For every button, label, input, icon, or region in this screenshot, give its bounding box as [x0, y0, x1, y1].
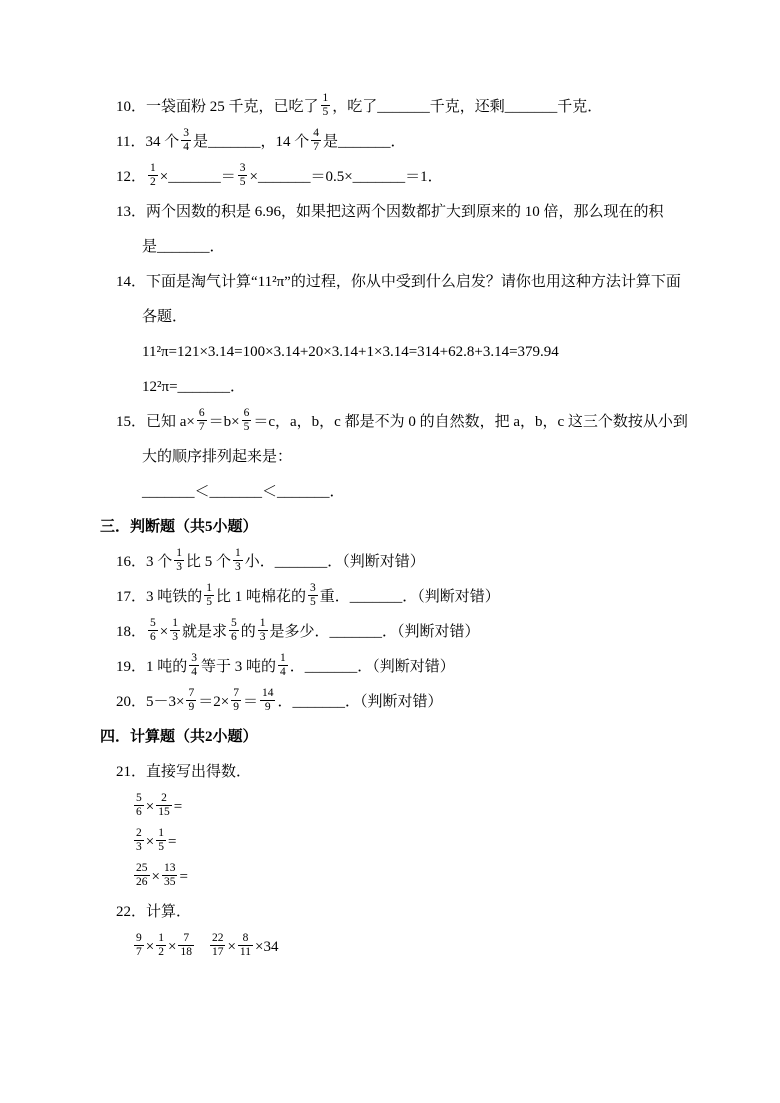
fraction	[162, 862, 178, 889]
fraction-numerator: 4	[311, 127, 321, 141]
q16	[116, 547, 710, 577]
text-segment: 是_______，14 个	[192, 134, 310, 150]
text-segment: =	[173, 799, 183, 815]
fraction-numerator: 1	[278, 652, 288, 666]
fraction-denominator: 4	[191, 666, 198, 679]
text-segment: ×	[145, 834, 155, 850]
text-segment: ×	[167, 939, 177, 955]
q21-expr-3	[132, 862, 710, 892]
fraction-numerator: 5	[134, 792, 144, 806]
fraction-numerator: 1	[233, 547, 243, 561]
text-segment: =	[179, 869, 188, 885]
fraction	[170, 617, 180, 644]
text-segment: 13．两个因数的积是 6.96，如果把这两个因数都扩大到原来的 10 倍，那么现在的积	[116, 204, 664, 220]
q14	[116, 267, 710, 297]
text-segment: ×34	[254, 939, 279, 955]
text-segment: 就是求	[181, 624, 227, 640]
fraction-numerator: 7	[178, 932, 194, 946]
text-segment: 10．一袋面粉 25 千克，已吃了	[116, 99, 319, 115]
fraction-denominator: 2	[150, 176, 156, 189]
text-segment: 重．_______．（判断对错）	[319, 589, 500, 605]
fraction-denominator: 9	[264, 701, 271, 714]
fraction	[197, 407, 207, 434]
fraction-numerator: 8	[238, 932, 253, 946]
q14-blank	[142, 372, 710, 402]
fraction-denominator: 4	[183, 141, 189, 154]
fraction-numerator: 1	[156, 932, 166, 946]
q22	[116, 897, 710, 927]
fraction-numerator: 2	[156, 792, 172, 806]
text-segment: 12²π=_______．	[142, 379, 246, 395]
fraction-denominator: 3	[235, 561, 241, 574]
fraction-numerator: 6	[197, 407, 207, 421]
text-segment: 大的顺序排列起来是：	[142, 449, 293, 465]
fraction	[242, 407, 252, 434]
fraction	[308, 582, 318, 609]
fraction-denominator: 2	[158, 946, 164, 959]
fraction	[134, 792, 144, 819]
fraction	[204, 582, 214, 609]
text-segment: 三．判断题（共5小题）	[100, 519, 258, 535]
q21	[116, 757, 710, 787]
fraction-numerator: 9	[134, 932, 144, 946]
fraction-denominator: 7	[313, 141, 319, 154]
fraction-numerator: 2	[134, 827, 144, 841]
fraction-numerator: 3	[238, 162, 248, 176]
fraction-numerator: 1	[258, 617, 268, 631]
fraction	[231, 687, 241, 714]
fraction	[278, 652, 288, 679]
fraction-denominator: 7	[136, 946, 142, 959]
fraction-numerator: 25	[134, 862, 150, 876]
text-segment: 21．直接写出得数．	[116, 764, 252, 780]
fraction	[134, 932, 144, 959]
fraction-numerator: 14	[260, 687, 276, 701]
text-segment: ，吃了_______千克，还剩_______千克．	[332, 99, 603, 115]
fraction	[258, 617, 268, 644]
fraction	[156, 932, 166, 959]
fraction	[156, 792, 172, 819]
fraction-numerator: 3	[181, 127, 191, 141]
text-segment: _______＜_______＜_______．	[142, 484, 345, 500]
text-segment: 12．	[116, 169, 147, 185]
fraction	[321, 92, 331, 119]
q10	[116, 92, 710, 122]
fraction-denominator: 9	[233, 701, 239, 714]
fraction-numerator: 1	[148, 162, 158, 176]
q21-expr-1	[132, 792, 710, 822]
fraction	[229, 617, 239, 644]
fraction-denominator: 18	[180, 946, 192, 959]
text-segment: ×_______＝0.5×_______＝1．	[249, 169, 443, 185]
q17	[116, 582, 710, 612]
fraction-denominator: 9	[188, 701, 195, 714]
fraction	[156, 827, 166, 854]
fraction-denominator: 3	[172, 631, 178, 644]
text-segment: 18．	[116, 624, 147, 640]
q21-expr-2	[132, 827, 710, 857]
text-segment: 19．1 吨的	[116, 659, 188, 675]
q13-cont	[142, 232, 710, 262]
fraction-numerator: 5	[229, 617, 239, 631]
q15-cont	[142, 442, 710, 472]
fraction-denominator: 5	[310, 596, 316, 609]
text-segment: 17．3 吨铁的	[116, 589, 203, 605]
text-segment: 比 1 吨棉花的	[216, 589, 307, 605]
fraction	[238, 162, 248, 189]
fraction-numerator: 22	[210, 932, 226, 946]
text-segment: 的	[240, 624, 256, 640]
fraction-numerator: 5	[148, 617, 158, 631]
fraction-numerator: 1	[170, 617, 180, 631]
q11	[116, 127, 710, 157]
fraction-denominator: 6	[231, 631, 237, 644]
fraction-denominator: 6	[150, 631, 156, 644]
fraction-numerator: 7	[186, 687, 196, 701]
text-segment: =	[167, 834, 177, 850]
fraction	[174, 547, 184, 574]
text-segment: ＝2×	[198, 694, 230, 710]
fraction	[186, 687, 196, 714]
text-segment: 20．5－3×	[116, 694, 185, 710]
fraction-denominator: 11	[239, 946, 251, 959]
text-segment: 16．3 个	[116, 554, 173, 570]
section-4	[100, 722, 710, 752]
fraction-numerator: 7	[231, 687, 241, 701]
fraction-denominator: 7	[198, 421, 205, 434]
text-segment: ×_______＝	[159, 169, 236, 185]
fraction	[134, 862, 150, 889]
q15	[116, 407, 710, 437]
fraction-numerator: 1	[204, 582, 214, 596]
fraction-numerator: 1	[174, 547, 184, 561]
fraction-numerator: 1	[321, 92, 331, 106]
text-segment: ＝	[242, 694, 258, 710]
q22-expr	[132, 932, 710, 962]
q13	[116, 197, 710, 227]
text-segment: ×	[159, 624, 169, 640]
text-segment: ×	[145, 939, 155, 955]
fraction-denominator: 3	[136, 841, 142, 854]
fraction-denominator: 15	[158, 806, 170, 819]
fraction-numerator: 13	[162, 862, 178, 876]
text-segment: ．_______．（判断对错）	[289, 659, 455, 675]
text-segment: 14．下面是淘气计算“11²π”的过程，你从中受到什么启发？请你也用这种方法计算下面	[116, 274, 681, 290]
text-segment: ×	[227, 939, 236, 955]
text-segment: ×	[151, 869, 160, 885]
section-3	[100, 512, 710, 542]
text-segment: 22．计算．	[116, 904, 192, 920]
fraction-denominator: 5	[239, 176, 246, 189]
fraction-denominator: 3	[259, 631, 266, 644]
text-segment: 是_______．	[322, 134, 406, 150]
fraction	[148, 162, 158, 189]
text-segment: 15．已知 a×	[116, 414, 195, 430]
q20	[116, 687, 710, 717]
text-segment: ＝c，a，b，c 都是不为 0 的自然数，把 a，b，c 这三个数按从小到	[253, 414, 688, 430]
fraction-denominator: 35	[163, 876, 176, 889]
fraction-denominator: 17	[211, 946, 224, 959]
fraction	[148, 617, 158, 644]
fraction	[178, 932, 194, 959]
q15-blanks	[142, 477, 710, 507]
text-segment: 小．_______．（判断对错）	[244, 554, 425, 570]
q14-cont	[142, 302, 710, 332]
fraction-numerator: 6	[242, 407, 252, 421]
fraction-numerator: 3	[308, 582, 318, 596]
document-body	[100, 92, 710, 962]
fraction-denominator: 5	[243, 421, 250, 434]
fraction-numerator: 1	[156, 827, 166, 841]
text-segment: ×	[145, 799, 155, 815]
text-segment: 11²π=121×3.14=100×3.14+20×3.14+1×3.14=314+62.8+3.14=379.94	[142, 344, 559, 360]
fraction-denominator: 5	[158, 841, 164, 854]
fraction-denominator: 5	[206, 596, 213, 609]
text-segment: 11．34 个	[116, 134, 180, 150]
text-segment: 等于 3 吨的	[201, 659, 277, 675]
fraction	[260, 687, 276, 714]
text-segment: ＝b×	[208, 414, 240, 430]
text-segment: 各题．	[142, 309, 188, 325]
fraction	[311, 127, 321, 154]
text-segment: 是_______．	[142, 239, 225, 255]
fraction-denominator: 4	[280, 666, 286, 679]
text-segment: 四．计算题（共2小题）	[100, 729, 258, 745]
fraction-denominator: 26	[136, 876, 148, 889]
text-segment: ．_______．（判断对错）	[277, 694, 443, 710]
fraction-denominator: 5	[322, 106, 329, 119]
fraction-denominator: 6	[136, 806, 142, 819]
fraction	[210, 932, 226, 959]
q12	[116, 162, 710, 192]
fraction	[181, 127, 191, 154]
q18	[116, 617, 710, 647]
fraction	[233, 547, 243, 574]
fraction-numerator: 3	[189, 652, 199, 666]
text-segment: 是多少．_______．（判断对错）	[269, 624, 480, 640]
fraction	[238, 932, 253, 959]
fraction-denominator: 3	[176, 561, 183, 574]
fraction	[189, 652, 199, 679]
q19	[116, 652, 710, 682]
text-segment: 比 5 个	[186, 554, 232, 570]
fraction	[134, 827, 144, 854]
q14-example	[142, 337, 710, 367]
